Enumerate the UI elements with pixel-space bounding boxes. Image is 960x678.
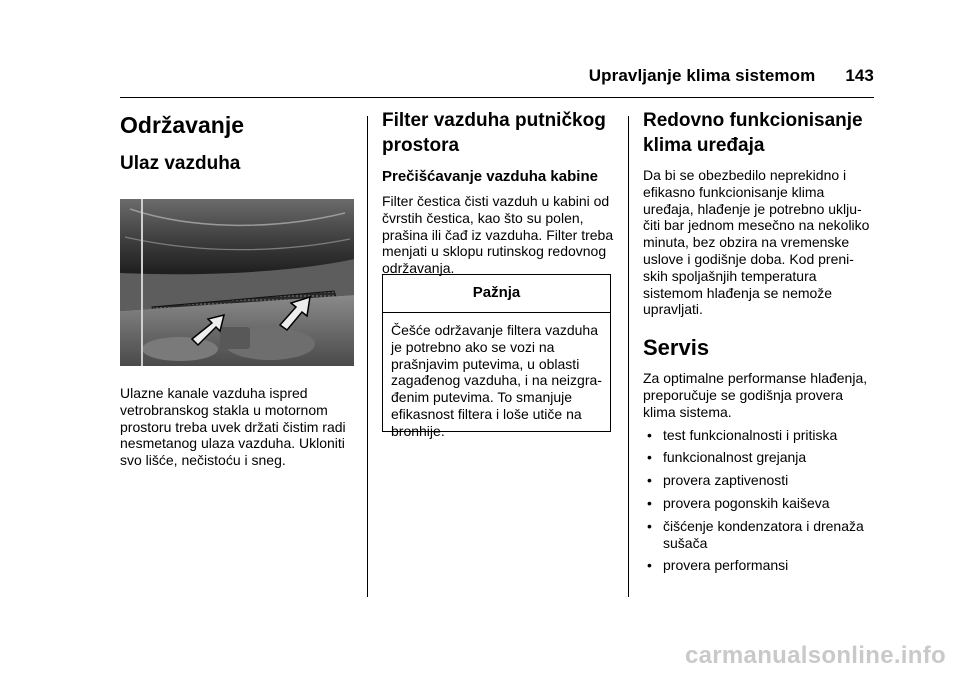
bullet-icon: •: [647, 494, 652, 511]
notice-text: Češće održavanje filtera vazduha je potrebno ako se vozi na prašnjavim putevima, u oblasti zagađenog vazduha, i na neizgra-đenim putevima. To smanjuje efikasnost filtera i loše utiče na bronhije.: [391, 322, 602, 439]
section-title-ac-line2: klima uređaja: [643, 135, 765, 156]
list-item-text: provera performansi: [663, 557, 789, 574]
notice-title: Pažnja: [472, 284, 521, 301]
subsection-title-air-intake: Ulaz vazduha: [120, 153, 241, 174]
service-checklist: [643, 427, 875, 575]
column-maintenance: [120, 108, 356, 176]
list-item: [643, 427, 875, 444]
bullet-icon: •: [647, 517, 652, 534]
column-cabin-filter: [382, 108, 614, 277]
section-title-ac-line1: Redovno funkcionisanje: [643, 110, 863, 131]
list-item: [643, 472, 875, 489]
engine-bay-photo: [120, 199, 354, 366]
bullet-icon: •: [647, 426, 652, 443]
list-item: [643, 557, 875, 574]
bullet-icon: •: [647, 557, 652, 574]
column-ac-operation: [643, 108, 875, 574]
list-item-text: čišćenje kondenzatora i drenaža sušača: [663, 517, 864, 551]
watermark: carmanualsonline.info: [684, 642, 946, 669]
air-intake-caption: Ulazne kanale vazduha ispred vetrobranskog stakla u motornom prostoru treba uvek držati čistim radi nesmetanog ulaza vazduha. Ukloniti svo lišće, nečistoću i sneg.: [120, 385, 346, 469]
section-title-cabin-filter-line2: prostora: [382, 135, 460, 156]
subsection-title-cabin-air: Prečišćavanje vazduha kabine: [382, 168, 598, 185]
section-title-cabin-filter-line1: Filter vazduha putničkog: [382, 110, 606, 131]
notice-box: [382, 274, 611, 439]
header-rule: [120, 97, 874, 98]
list-item-text: provera zaptivenosti: [663, 472, 789, 489]
running-header: [589, 66, 874, 86]
section-title-service: Servis: [643, 335, 710, 361]
list-item-text: test funkcionalnosti i pritiska: [663, 426, 838, 443]
section-title-maintenance: Održavanje: [120, 112, 244, 138]
column-divider-1: [367, 116, 368, 597]
engine-bay-illustration: [120, 199, 354, 366]
bullet-icon: •: [647, 449, 652, 466]
column-divider-2: [628, 116, 629, 597]
list-item-text: funkcionalnost grejanja: [663, 449, 807, 466]
list-item: [643, 518, 875, 552]
bullet-icon: •: [647, 472, 652, 489]
list-item: [643, 449, 875, 466]
service-intro: Za optimalne performanse hlađenja, preporučuje se godišnja provera klima sistema.: [643, 370, 868, 420]
cabin-filter-paragraph: Filter čestica čisti vazduh u kabini od čvrstih čestica, kao što su polen, prašina ili čađ iz vazduha. Filter treba menjati u sklopu rutinskog redovnog održavanja.: [382, 193, 614, 277]
list-item: [643, 495, 875, 512]
chapter-title: Upravljanje klima sistemom: [588, 66, 816, 85]
page-number: 143: [845, 66, 874, 85]
ac-operation-paragraph: Da bi se obezbedilo neprekidno i efikasno funkcionisanje klima uređaja, hlađenje je potrebno uklju-čiti bar jednom mesečno na nekoliko minuta, bez obzira na vremenske uslove i godišnje doba. Kod preni-skih spoljašnjih temperatura sistemom hlađenja se nemože upravljati.: [643, 167, 870, 318]
list-item-text: provera pogonskih kaiševa: [663, 494, 830, 511]
